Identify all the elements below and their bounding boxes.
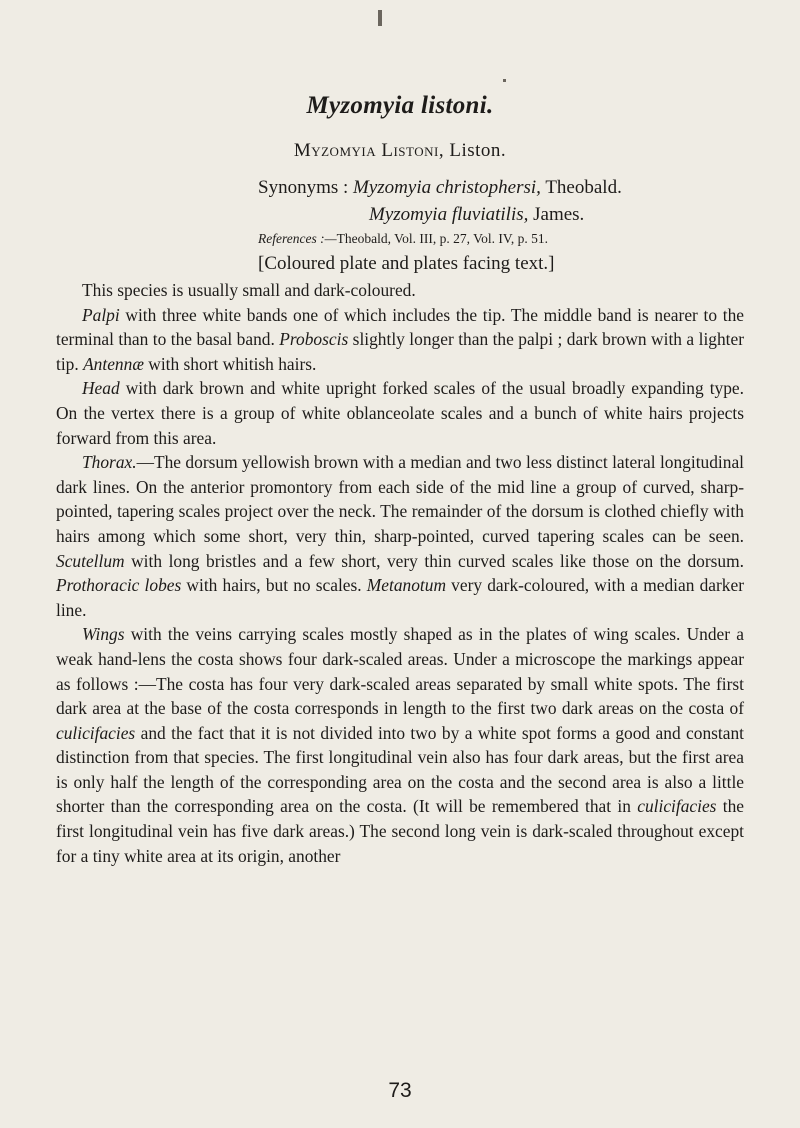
paragraph-text: —The dorsum yellowish brown with a median and two less distinct lateral longitudinal dark lines. On the anterior promontory from each side of the mid line a group of curved, sharp-pointed, tapering scales project over the neck. The remainder of the dorsum is clothed chiefly with hairs among which some short, very thin, sharp-pointed, curved tapering scales can be seen. — [56, 452, 744, 546]
paragraph-text: and the fact that it is not divided into two by a white spot forms a good and constant distinction from that species. The first longitudinal vein also has four dark areas, but the first area is only half the length of the corresponding area on the costa and the second area is also a little shorter than the corresponding area on the costa. (It will be remembered that in — [56, 722, 744, 817]
paragraph-text: very dark-coloured, with a median darker line. — [56, 575, 744, 620]
synonym-author: Theobald. — [545, 177, 622, 198]
species-heading — [0, 140, 800, 162]
references-line — [258, 228, 622, 250]
paragraph — [56, 376, 744, 450]
paragraph — [56, 450, 744, 622]
synonym-name: Myzomyia christophersi, — [353, 177, 541, 198]
paragraph-text: with long bristles and a few short, very thin curved scales like those on the dorsum. — [124, 550, 744, 571]
print-speck — [503, 79, 506, 82]
synonym-name: Myzomyia fluviatilis, — [369, 204, 529, 225]
page-title: Myzomyia listoni. — [306, 92, 494, 119]
synonyms-label: Synonyms : — [258, 177, 349, 198]
paragraph-text: slightly longer than the palpi ; dark brown with a lighter tip. — [56, 329, 745, 374]
term-antennae: Antennæ — [83, 353, 144, 374]
term-scutellum: Scutellum — [56, 550, 125, 571]
paragraph-text: with the veins carrying scales mostly shaped as in the plates of wing scales. Under a weak hand-lens the costa shows four dark-scaled areas. Under a microscope the markings appear as follows :—The costa has four very dark-scaled areas separated by small white spots. The first dark area at the base of the costa corresponds in length to the first two dark areas on the costa of — [56, 624, 744, 719]
paragraph-text: with hairs, but no scales. — [181, 575, 367, 596]
term-head: Head — [82, 378, 120, 399]
paragraph — [56, 622, 744, 868]
term-culicifacies: culicifacies — [56, 722, 136, 743]
term-palpi: Palpi — [82, 304, 120, 325]
paragraph — [56, 278, 744, 303]
paragraph-text: with three white bands one of which includes the tip. The middle band is nearer to the terminal than to the basal band. — [56, 304, 744, 350]
plate-note: [Coloured plate and plates facing text.] — [258, 253, 555, 274]
paragraph-text: with dark brown and white upright forked scales of the usual broadly expanding type. On the vertex there is a group of white oblanceolate scales and a bunch of white hairs projects forward from this area. — [56, 378, 744, 448]
term-culicifacies: culicifacies — [637, 796, 717, 817]
term-prothoracic-lobes: Prothoracic lobes — [56, 575, 182, 596]
genus-name: Myzomyia — [293, 140, 377, 161]
term-proboscis: Proboscis — [279, 329, 349, 350]
species-author: Liston. — [449, 140, 507, 161]
paragraph-text: the first longitudinal vein has five dark areas.) The second long vein is dark-scaled throughout except for a tiny white area at its origin, another — [56, 796, 745, 866]
species-name: Listoni, — [381, 140, 445, 161]
synonym-row — [258, 174, 622, 201]
page-number: 73 — [388, 1079, 412, 1102]
references-label: References :— — [258, 231, 337, 246]
term-thorax: Thorax. — [82, 452, 137, 473]
paragraph — [56, 303, 744, 377]
print-speck — [378, 10, 382, 26]
paragraph-text: with short whitish hairs. — [143, 353, 317, 374]
synonym-author: James. — [533, 204, 585, 225]
references-text: Theobald, Vol. III, p. 27, Vol. IV, p. 51. — [336, 231, 548, 246]
synonyms-block — [258, 174, 622, 278]
term-wings: Wings — [82, 624, 125, 645]
term-metanotum: Metanotum — [366, 575, 447, 596]
synonym-row — [258, 201, 622, 228]
body-text — [56, 278, 744, 868]
paragraph-text: This species is usually small and dark-coloured. — [82, 280, 416, 300]
